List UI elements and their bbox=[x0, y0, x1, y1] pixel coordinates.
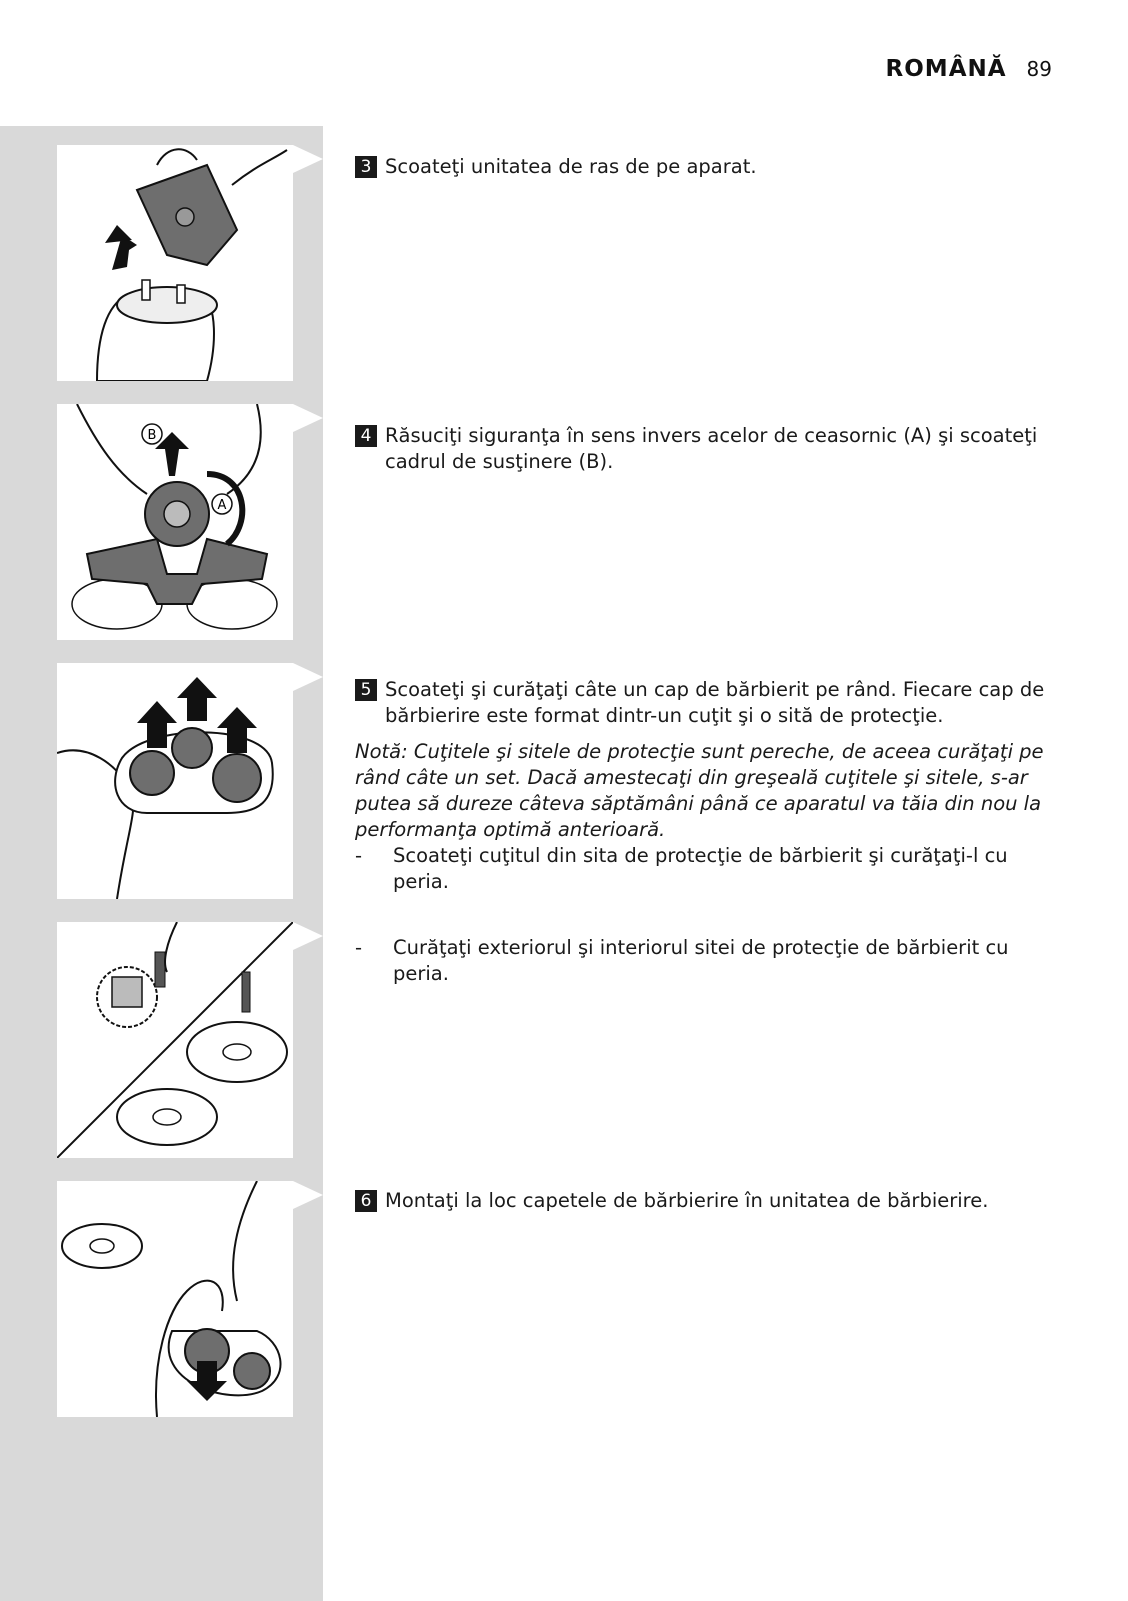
step-text: Scoateţi unitatea de ras de pe aparat. bbox=[385, 155, 757, 178]
step-number: 5 bbox=[355, 679, 377, 701]
step-3 bbox=[355, 154, 1055, 180]
step-text: Scoateţi şi curăţaţi câte un cap de bărbierit pe rând. Fiecare cap de bărbierire este format dintr-un cuţit şi o sită de protecţie. bbox=[385, 678, 1045, 727]
bullet-item bbox=[355, 843, 1055, 895]
pointer-tab bbox=[293, 404, 323, 432]
pointer-tab bbox=[293, 922, 323, 950]
illustration-rotate-lock bbox=[57, 404, 293, 640]
step-text: Răsuciţi siguranţa în sens invers acelor de ceasornic (A) şi scoateţi cadrul de susţinere (B). bbox=[385, 424, 1038, 473]
pointer-tab bbox=[293, 663, 323, 691]
step-text: Montaţi la loc capetele de bărbierire în unitatea de bărbierire. bbox=[385, 1189, 989, 1212]
bullet-text: Scoateţi cuţitul din sita de protecţie de bărbierit şi curăţaţi-l cu peria. bbox=[393, 844, 1008, 893]
bullet-dash: - bbox=[355, 844, 363, 867]
pointer-tab bbox=[293, 1181, 323, 1209]
note-text: Notă: Cuţitele şi sitele de protecţie sunt pereche, de aceea curăţaţi pe rând câte un set. Dacă amestecaţi din greşeală cuţitele şi sitele, s-ar putea să dureze câteva săptămâni până ce aparatul va tăia din nou la performanţa optimă anterioară. bbox=[355, 740, 1044, 841]
step-number: 6 bbox=[355, 1190, 377, 1212]
illustration-clean-with-brush bbox=[57, 922, 293, 1158]
label-a: A bbox=[217, 498, 227, 513]
step-number: 3 bbox=[355, 156, 377, 178]
page-header bbox=[886, 56, 1052, 82]
step-4 bbox=[355, 423, 1055, 475]
language-label: ROMÂNĂ bbox=[885, 56, 1007, 82]
illustration-remove-heads bbox=[57, 663, 293, 899]
step-6 bbox=[355, 1188, 1055, 1214]
bullet-dash: - bbox=[355, 936, 363, 959]
pointer-tab bbox=[293, 145, 323, 173]
illustration-remove-shaving-unit bbox=[57, 145, 293, 381]
illustration-reinsert-heads bbox=[57, 1181, 293, 1417]
step-5 bbox=[355, 677, 1055, 895]
step-number: 4 bbox=[355, 425, 377, 447]
label-b: B bbox=[147, 428, 157, 443]
bullet-text: Curăţaţi exteriorul şi interiorul sitei de protecţie de bărbierit cu peria. bbox=[393, 936, 1009, 985]
page-number: 89 bbox=[1026, 57, 1052, 81]
bullet-clean-guard bbox=[355, 935, 1055, 987]
